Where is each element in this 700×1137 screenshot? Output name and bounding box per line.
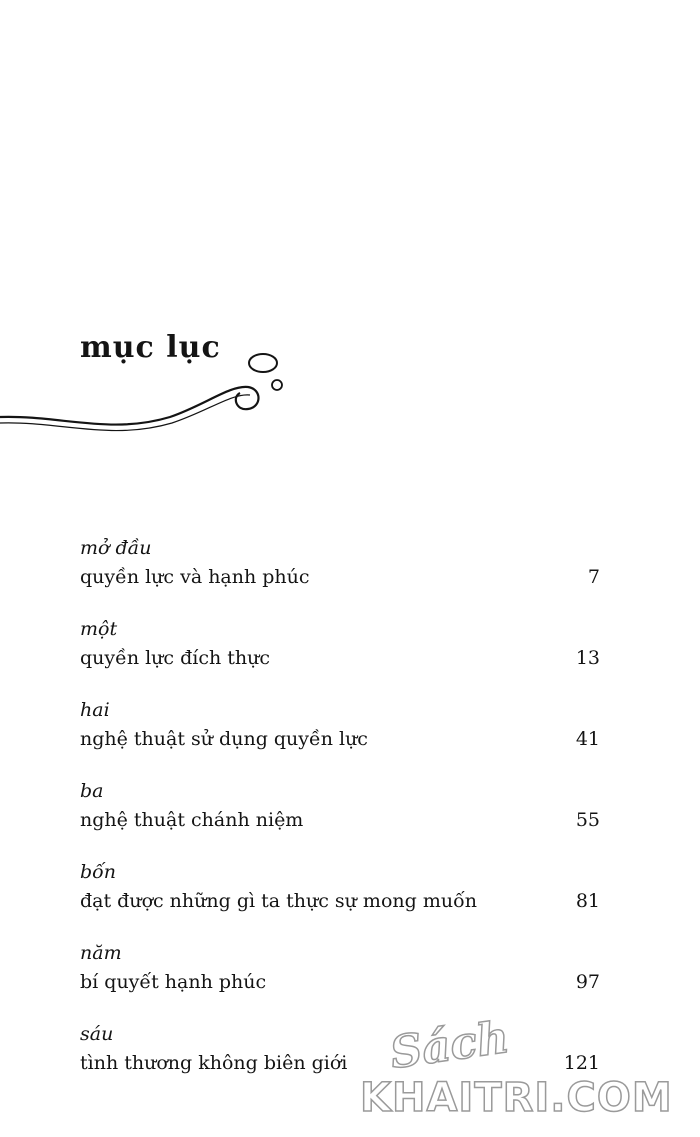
toc-entry [80,616,600,697]
toc-part-label: một [80,618,118,640]
toc-entry-line [80,885,600,917]
swirl-ornament-icon [0,345,300,445]
toc-page-number: 81 [575,890,600,912]
toc-entry-line [80,723,600,755]
toc-page-number: 13 [575,647,600,669]
toc-part-label: mở đầu [80,537,152,559]
watermark [360,1011,690,1130]
toc-entry-title: đạt được những gì ta thực sự mong muốn [80,890,477,912]
watermark-brand-text: KHAITRI.COM [360,1075,673,1121]
toc-entry-line [80,561,600,593]
toc-entry-title: quyền lực và hạnh phúc [80,566,310,588]
toc-entry-title: quyền lực đích thực [80,647,270,669]
page-title: mục lục [80,330,221,365]
toc-entry [80,535,600,616]
toc-entry-title: nghệ thuật chánh niệm [80,809,304,831]
toc-page-number: 55 [575,809,600,831]
toc-entry [80,697,600,778]
toc-entry [80,940,600,1021]
toc-page-number: 97 [575,971,600,993]
toc-entry-title: nghệ thuật sử dụng quyền lực [80,728,368,750]
toc-part-label: sáu [80,1023,114,1045]
toc-entry-title: tình thương không biên giới [80,1052,348,1074]
toc-entry [80,859,600,940]
watermark-script-text: Sách [387,1011,513,1080]
table-of-contents [80,535,600,1102]
toc-page-number: 7 [587,566,600,588]
toc-entry-title: bí quyết hạnh phúc [80,971,267,993]
toc-entry-line [80,966,600,998]
toc-part-label: năm [80,942,122,964]
toc-page-number: 121 [563,1052,600,1074]
toc-entry-line [80,804,600,836]
toc-part-label: ba [80,780,104,802]
toc-entry [80,778,600,859]
toc-part-label: bốn [80,861,117,883]
toc-part-label: hai [80,699,110,721]
toc-entry-line [80,642,600,674]
toc-page-number: 41 [575,728,600,750]
